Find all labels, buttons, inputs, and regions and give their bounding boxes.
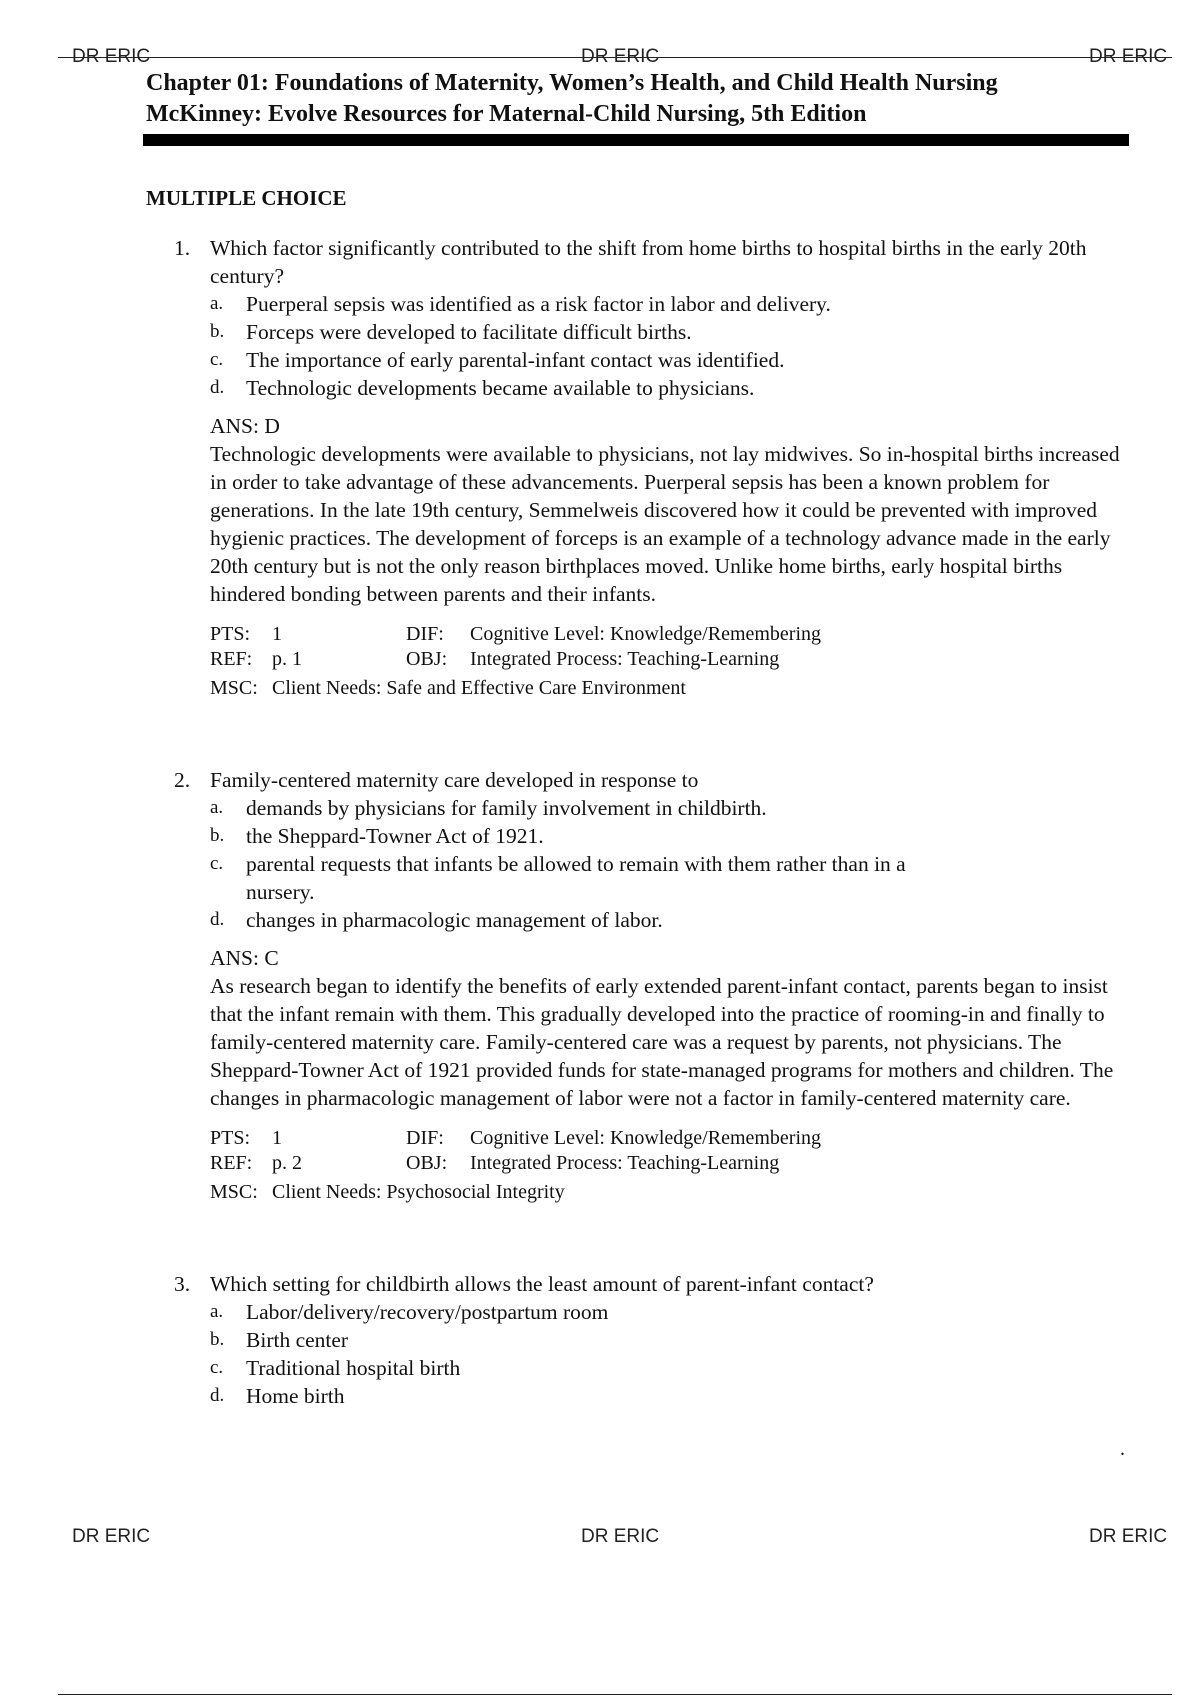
rationale: Technologic developments were available to physicians, not lay midwives. So in-hospital births increased in order to take advantage of these advancements. Puerperal sepsis has been a known problem for generations. In the late 19th century, Semmelweis discovered how it could be prevented with improved hygienic practices. The development of forceps is an example of a technology advance made in the early 20th century but is not the only reason birthplaces moved. Unlike home births, early hospital births hindered bonding between parents and their infants. (210, 442, 1120, 606)
option-b (210, 318, 1134, 346)
option-text: the Sheppard-Towner Act of 1921. (246, 824, 544, 848)
msc-value: Client Needs: Psychosocial Integrity (272, 1181, 565, 1203)
option-text: Birth center (246, 1328, 349, 1352)
option-text: parental requests that infants be allowed to remain with them rather than in a nursery. (246, 852, 906, 904)
obj-label: OBJ: (406, 1152, 448, 1174)
option-text: Traditional hospital birth (246, 1356, 461, 1380)
obj-value: Integrated Process: Teaching-Learning (470, 648, 780, 670)
ref-label: REF: (210, 1152, 253, 1174)
question-meta (210, 622, 1134, 701)
option-text: demands by physicians for family involvement in childbirth. (246, 796, 767, 820)
option-text: Puerperal sepsis was identified as a risk factor in labor and delivery. (246, 292, 831, 316)
header-rule (143, 134, 1129, 146)
question-3 (174, 1270, 1134, 1410)
pts-value: 1 (272, 623, 282, 645)
option-letter: d. (210, 377, 225, 398)
option-text: The importance of early parental-infant contact was identified. (246, 348, 785, 372)
obj-value: Integrated Process: Teaching-Learning (470, 1152, 780, 1174)
question-text: Family-centered maternity care developed in response to (210, 768, 699, 792)
ref-value: p. 2 (272, 1152, 302, 1174)
dif-label: DIF: (406, 623, 444, 645)
msc-label: MSC: (210, 1181, 258, 1203)
msc-label: MSC: (210, 677, 258, 699)
option-text: Forceps were developed to facilitate difficult births. (246, 320, 692, 344)
question-2 (174, 766, 1134, 1205)
option-letter: d. (210, 909, 225, 930)
option-d (210, 906, 1134, 934)
option-text: Labor/delivery/recovery/postpartum room (246, 1300, 609, 1324)
pts-value: 1 (272, 1127, 282, 1149)
option-b (210, 822, 1134, 850)
option-b (210, 1326, 1134, 1354)
dif-label: DIF: (406, 1127, 444, 1149)
question-number: 1. (174, 236, 191, 260)
dif-value: Cognitive Level: Knowledge/Remembering (470, 1127, 822, 1149)
msc-value: Client Needs: Safe and Effective Care Environment (272, 677, 686, 699)
question-number: 3. (174, 1272, 191, 1296)
question-number: 2. (174, 768, 191, 792)
option-letter: c. (210, 349, 224, 370)
option-letter: a. (210, 293, 224, 314)
option-text: Home birth (246, 1384, 345, 1408)
watermark-top-left: DR ERIC (72, 46, 151, 67)
obj-label: OBJ: (406, 648, 448, 670)
watermark-bottom-right: DR ERIC (1089, 1526, 1168, 1547)
option-text: changes in pharmacologic management of labor. (246, 908, 663, 932)
option-a (210, 1298, 1134, 1326)
option-letter: a. (210, 1301, 224, 1322)
chapter-title: Chapter 01: Foundations of Maternity, Women’s Health, and Child Health Nursing (146, 70, 998, 96)
option-text: Technologic developments became available to physicians. (246, 376, 755, 400)
watermark-bottom-left: DR ERIC (72, 1526, 151, 1547)
question-text: Which setting for childbirth allows the least amount of parent-infant contact? (210, 1272, 874, 1296)
option-letter: c. (210, 853, 224, 874)
pts-label: PTS: (210, 1127, 251, 1149)
answer: ANS: D (210, 414, 280, 438)
option-d (210, 1382, 1134, 1410)
option-letter: b. (210, 321, 225, 342)
option-d (210, 374, 1134, 402)
option-a (210, 290, 1134, 318)
option-c (210, 850, 1134, 906)
stray-mark: . (1120, 1438, 1125, 1460)
section-title: MULTIPLE CHOICE (146, 186, 347, 210)
question-1 (174, 234, 1134, 701)
book-title: McKinney: Evolve Resources for Maternal-Child Nursing, 5th Edition (146, 101, 867, 127)
question-meta (210, 1126, 1134, 1205)
ref-value: p. 1 (272, 648, 302, 670)
watermark-top-right: DR ERIC (1089, 46, 1168, 67)
watermark-bottom-center: DR ERIC (581, 1526, 660, 1547)
answer: ANS: C (210, 946, 279, 970)
option-letter: b. (210, 1329, 225, 1350)
option-c (210, 346, 1134, 374)
pts-label: PTS: (210, 623, 251, 645)
option-a (210, 794, 1134, 822)
watermark-top-center: DR ERIC (581, 46, 660, 67)
option-letter: c. (210, 1357, 224, 1378)
rationale: As research began to identify the benefits of early extended parent-infant contact, parents began to insist that the infant remain with them. This gradually developed into the practice of rooming-in and finally to family-centered maternity care. Family-centered care was a request by parents, not physicians. The Sheppard-Towner Act of 1921 provided funds for state-managed programs for mothers and children. The changes in pharmacologic management of labor were not a factor in family-centered maternity care. (210, 974, 1114, 1110)
dif-value: Cognitive Level: Knowledge/Remembering (470, 623, 822, 645)
option-c (210, 1354, 1134, 1382)
bottom-rule (58, 1694, 1172, 1695)
question-text: Which factor significantly contributed to the shift from home births to hospital births in the early 20th century? (210, 236, 1087, 288)
ref-label: REF: (210, 648, 253, 670)
option-letter: d. (210, 1385, 225, 1406)
option-letter: a. (210, 797, 224, 818)
option-letter: b. (210, 825, 225, 846)
